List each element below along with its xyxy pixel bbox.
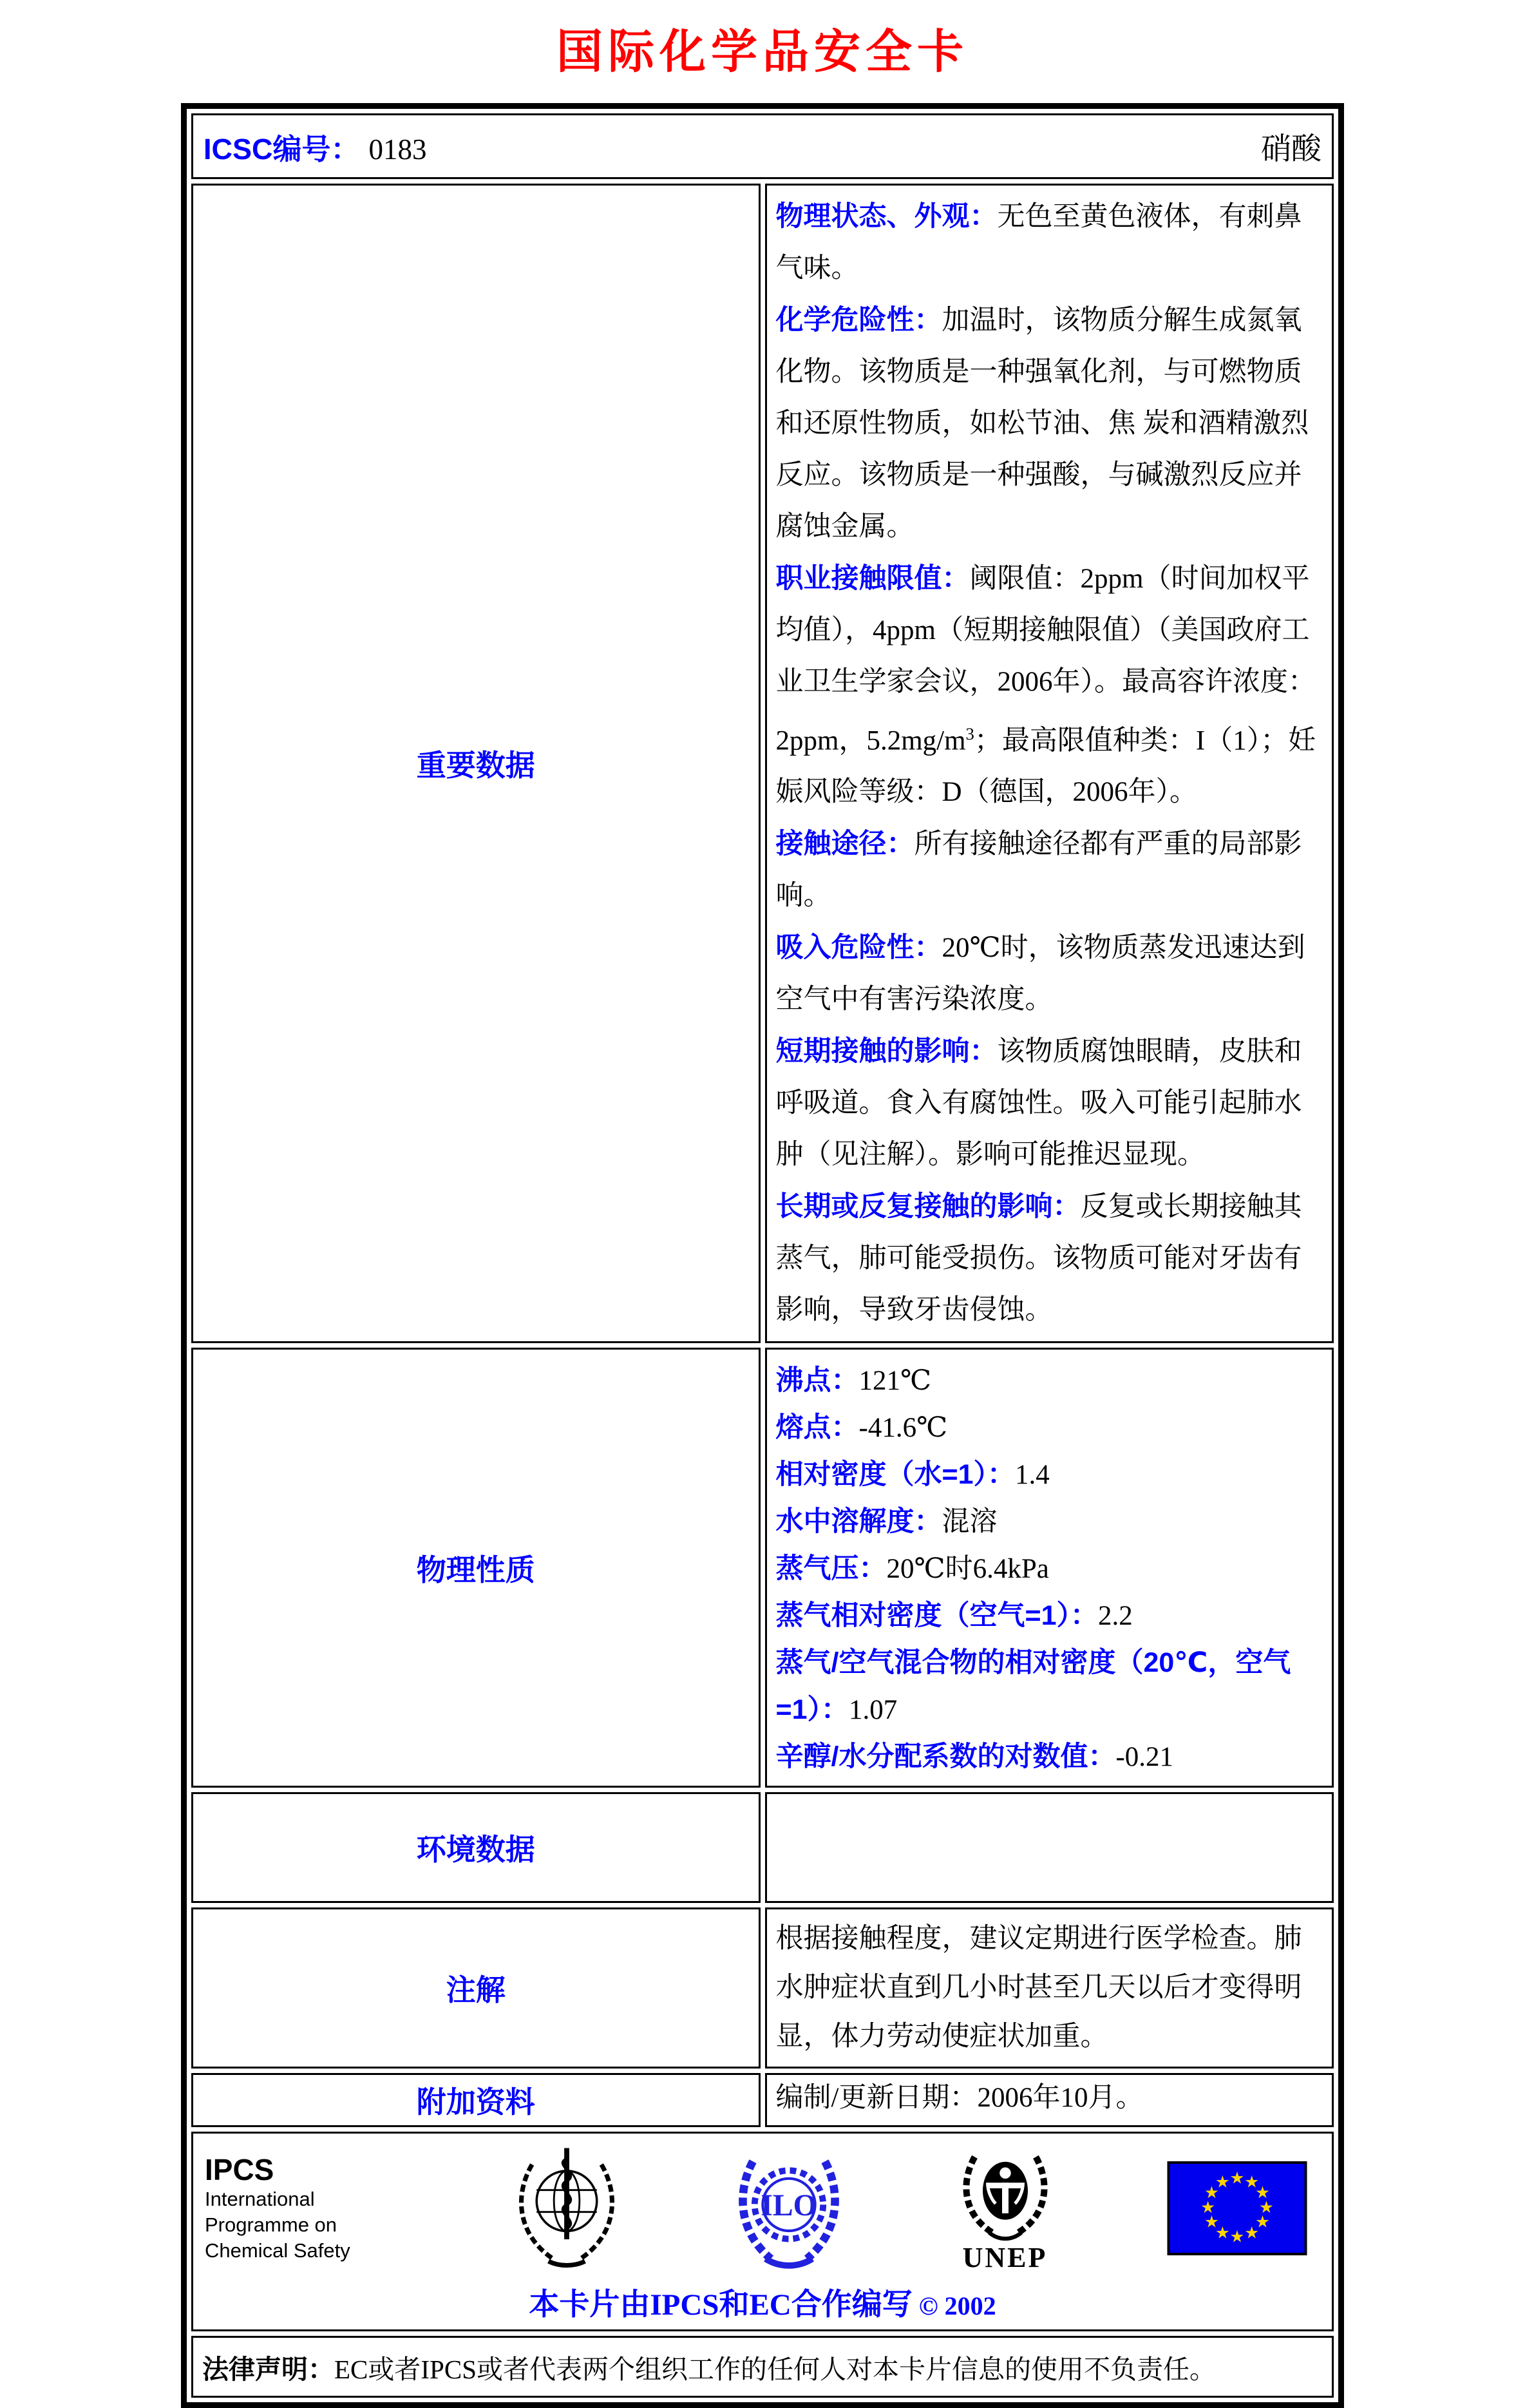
field-label: 职业接触限值： [775, 563, 970, 594]
svg-text:★: ★ [1204, 2212, 1220, 2232]
ipcs-subtitle-line: International [205, 2188, 315, 2211]
field-label: 接触途径： [775, 828, 914, 860]
field-text: 加温时，该物质分解生成氮氧化物。该物质是一种强氧化剂，与可燃物质和还原性物质，如松节油、焦 炭和酒精激烈反应。该物质是一种强酸，与碱激烈反应并腐蚀金属。 [775, 305, 1309, 542]
svg-text:★: ★ [1215, 2172, 1230, 2192]
icsc-number-value: 0183 [368, 133, 427, 166]
field-label: 物理状态、外观： [775, 201, 998, 232]
field-text: 所有接触途径都有严重的局部影响。 [775, 829, 1302, 912]
field-text: 无色至黄色液体，有刺鼻气味。 [775, 202, 1302, 283]
field-label: 短期接触的影响： [775, 1036, 998, 1067]
svg-text:★: ★ [1244, 2223, 1260, 2243]
logos-cell [191, 2132, 1334, 2331]
who-logo-icon [512, 2140, 621, 2277]
field-value: 混溶 [942, 1507, 998, 1538]
eu-flag-icon [1167, 2161, 1307, 2255]
field-text: 20℃时，该物质蒸发迅速达到空气中有害污染浓度。 [775, 933, 1305, 1015]
field-label: 长期或反复接触的影响： [775, 1191, 1081, 1223]
credit-text: 本卡片由IPCS和EC合作编写 [529, 2288, 913, 2322]
ipcs-subtitle-line: Programme on [205, 2213, 337, 2237]
card-header-cell [191, 113, 1334, 179]
field-text: 阈限值：2ppm（时间加权平均值），4ppm（短期接触限值）（美国政府工业卫生学家会议，2006年）。最高容许浓度：2ppm，5.2mg/m [775, 564, 1316, 756]
physical-item-boiling-point [776, 1357, 1323, 1404]
copyright-text: © 2002 [918, 2291, 996, 2321]
svg-text:★: ★ [1200, 2198, 1216, 2218]
field-label: 辛醇/水分配系数的对数值： [775, 1741, 1116, 1773]
physical-item-relative-density [776, 1451, 1323, 1498]
field-label: 相对密度（水=1）： [775, 1459, 1016, 1491]
field-value: -0.21 [1115, 1742, 1174, 1773]
important-item-long-term-effects [776, 1181, 1323, 1336]
field-text: 该物质腐蚀眼睛，皮肤和呼吸道。食入有腐蚀性。吸入可能引起肺水肿（见注解）。影响可能推迟显现。 [775, 1037, 1302, 1171]
section-label-important-data: 重要数据 [191, 184, 761, 1343]
section-label-notes: 注解 [191, 1907, 761, 2069]
field-label: 水中溶解度： [775, 1506, 942, 1538]
svg-text:★: ★ [1204, 2183, 1220, 2203]
section-label-environmental-data: 环境数据 [191, 1792, 761, 1903]
svg-text:★: ★ [1215, 2223, 1230, 2243]
logos-row [191, 2132, 1334, 2331]
svg-text:★: ★ [1255, 2183, 1270, 2203]
additional-info-content: 编制/更新日期：2006年10月。 [765, 2073, 1334, 2127]
page-title: 国际化学品安全卡 [556, 26, 969, 78]
svg-text:★: ★ [1244, 2172, 1260, 2192]
important-item-exposure-routes [776, 818, 1323, 922]
svg-text:★: ★ [1229, 2168, 1245, 2188]
field-value: 20℃时6.4kPa [886, 1554, 1049, 1585]
additional-info-row [191, 2073, 1334, 2127]
icsc-number-group [204, 126, 427, 167]
physical-properties-content [765, 1348, 1334, 1788]
section-label-additional-info: 附加资料 [191, 2073, 761, 2127]
ipcs-title: IPCS [205, 2153, 274, 2187]
field-label: 吸入危险性： [775, 932, 942, 964]
chemical-name: 硝酸 [1261, 132, 1321, 166]
physical-item-vapor-pressure [776, 1545, 1323, 1592]
field-text: ；最高限值种类：I（1）；妊娠风险等级：D（德国，2006年）。 [775, 725, 1316, 808]
field-label: 化学危险性： [775, 305, 942, 336]
important-item-physical-state [776, 191, 1323, 294]
field-label: 蒸气相对密度（空气=1）： [775, 1600, 1099, 1632]
important-item-chemical-danger [776, 294, 1323, 553]
notes-row [191, 1907, 1334, 2069]
unep-logo-icon [957, 2143, 1054, 2274]
legal-cell [191, 2336, 1334, 2398]
svg-text:★: ★ [1258, 2198, 1274, 2218]
environmental-data-row [191, 1792, 1334, 1903]
physical-properties-row [191, 1348, 1334, 1788]
ipcs-subtitle-line: Chemical Safety [205, 2239, 350, 2262]
superscript-3: 3 [965, 724, 974, 743]
legal-label: 法律声明： [202, 2354, 334, 2384]
field-label: 熔点： [775, 1412, 859, 1444]
field-value: 1.07 [849, 1695, 898, 1726]
environmental-data-content [765, 1792, 1334, 1903]
ilo-letters: ILO [761, 2189, 817, 2223]
ilo-logo-icon [735, 2141, 843, 2276]
important-item-occupational-limits [776, 553, 1323, 818]
field-value: -41.6℃ [858, 1413, 948, 1444]
physical-item-water-solubility [776, 1498, 1323, 1545]
field-value: 121℃ [858, 1366, 932, 1397]
field-label: 沸点： [775, 1365, 859, 1397]
svg-text:★: ★ [1255, 2212, 1270, 2232]
important-item-short-term-effects [776, 1026, 1323, 1181]
legal-row [191, 2336, 1334, 2398]
notes-content: 根据接触程度，建议定期进行医学检查。肺水肿症状直到几小时甚至几天以后才变得明显，体力劳动使症状加重。 [765, 1907, 1334, 2069]
svg-text:★: ★ [1229, 2227, 1245, 2247]
ipcs-text-block [205, 2153, 398, 2264]
important-data-row [191, 184, 1334, 1343]
physical-item-vapor-density [776, 1592, 1323, 1639]
field-text: 反复或长期接触其蒸气，肺可能受损伤。该物质可能对牙齿有影响，导致牙齿侵蚀。 [775, 1192, 1302, 1326]
physical-item-vapor-air-density [776, 1639, 1323, 1734]
legal-text: EC或者IPCS或者代表两个组织工作的任何人对本卡片信息的使用不负责任。 [334, 2354, 1216, 2384]
physical-item-melting-point [776, 1404, 1323, 1451]
icsc-card-table [181, 103, 1344, 2408]
field-value: 1.4 [1015, 1460, 1050, 1491]
important-data-content [765, 184, 1334, 1343]
section-label-physical-properties: 物理性质 [191, 1348, 761, 1788]
field-value: 2.2 [1098, 1601, 1133, 1632]
important-item-inhalation-risk [776, 922, 1323, 1026]
unep-wordmark: UNEP [962, 2241, 1048, 2273]
field-label: 蒸气/空气混合物的相对密度（20℃，空气=1）： [775, 1647, 1291, 1726]
field-label: 蒸气压： [775, 1553, 887, 1585]
credit-line [198, 2280, 1327, 2324]
icsc-number-label: ICSC编号： [204, 132, 360, 166]
physical-item-octanol-water [776, 1734, 1323, 1781]
card-header-row [191, 113, 1334, 179]
